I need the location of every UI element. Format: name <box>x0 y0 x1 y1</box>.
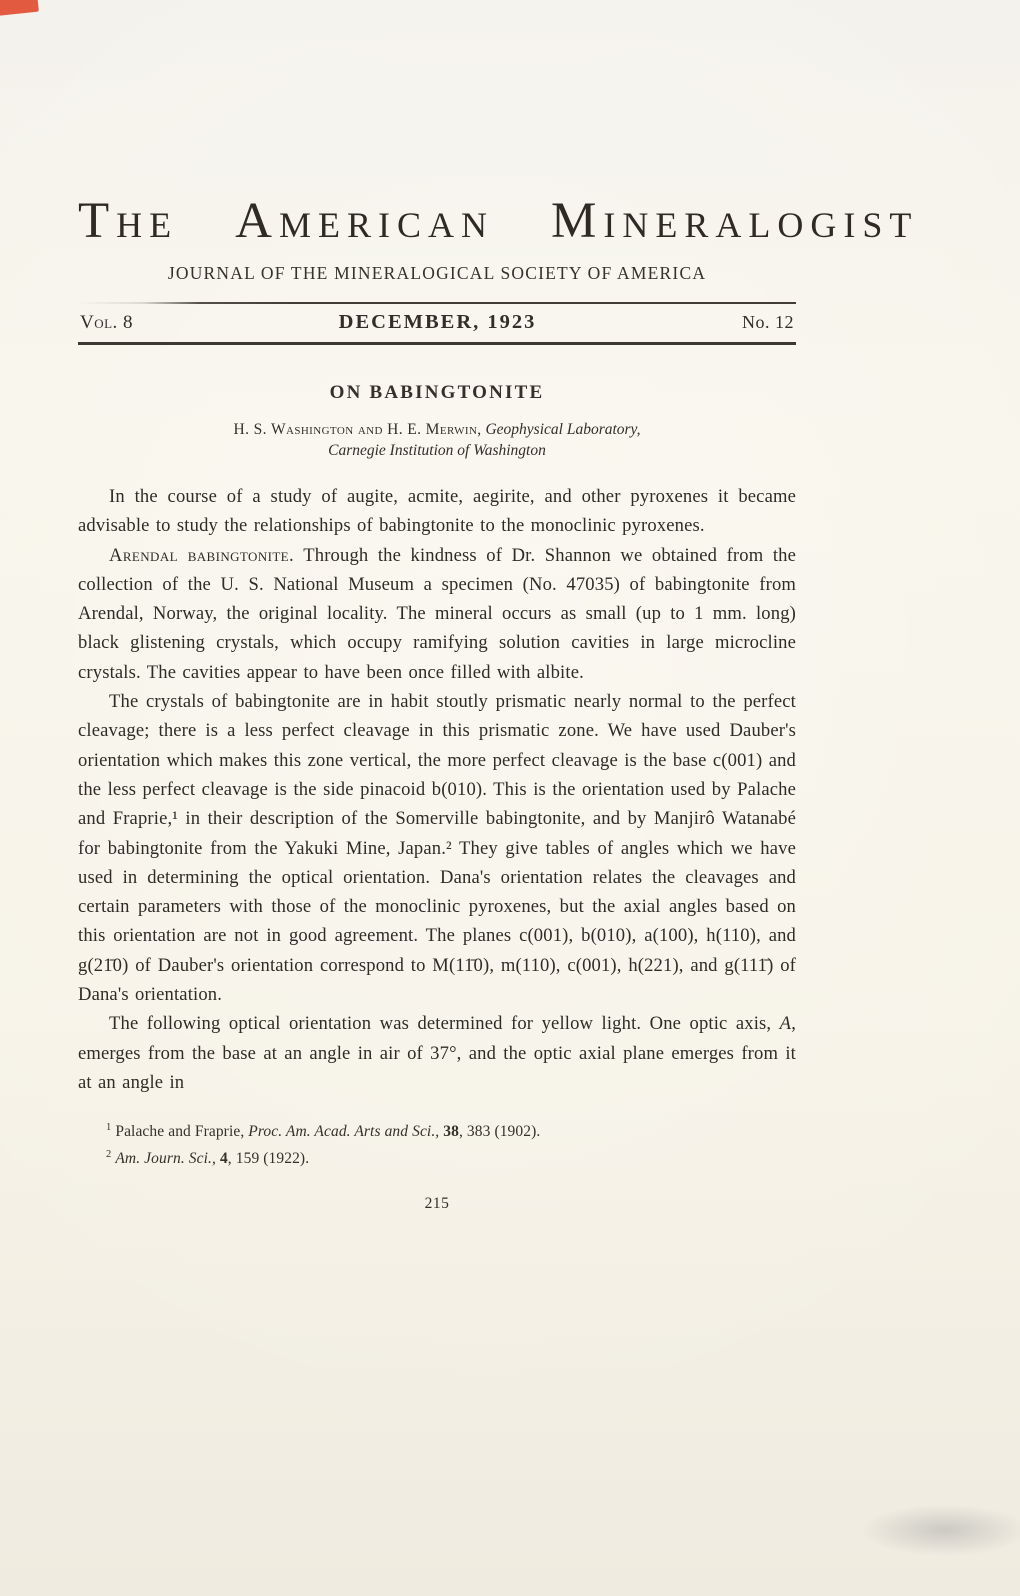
title-initial: T <box>78 193 117 249</box>
title-initial: M <box>551 193 604 249</box>
paragraph-2-lead: Arendal babingtonite. <box>109 544 295 566</box>
journal-subtitle: JOURNAL OF THE MINERALOGICAL SOCIETY OF AMERICA <box>167 263 707 283</box>
title-rest: INERALOGIST <box>603 205 919 245</box>
journal-title-word-american <box>235 193 495 249</box>
title-initial: A <box>235 193 279 249</box>
footnote-1-pre: Palache and Fraprie, <box>115 1123 249 1141</box>
paragraph-2 <box>78 541 796 687</box>
paragraph-4-text-c: , emerges from the base at an angle in air of 37°, and the optic axial plane emerges from it at an angle in <box>78 1013 796 1093</box>
paragraph-4 <box>78 1009 796 1097</box>
footnote-1-post: , 383 (1902). <box>458 1123 541 1141</box>
optic-axis-symbol: A <box>779 1013 792 1035</box>
footnote-2-volume: 4 <box>219 1150 228 1168</box>
footnote-1-volume: 38 <box>443 1123 459 1141</box>
paragraph-4-text-a: The following optical orientation was determined for yellow light. One optic axis, <box>109 1013 780 1035</box>
byline-line2: Carnegie Institution of Washington <box>328 442 546 459</box>
issue-number: No. 12 <box>742 312 794 332</box>
affiliation: Geophysical Laboratory, <box>485 421 641 438</box>
footnote-2 <box>78 1144 796 1171</box>
author-names: H. S. Washington and H. E. Merwin, <box>233 421 482 438</box>
journal-title-word-the <box>78 193 179 249</box>
footnote-2-marker: 2 <box>106 1148 112 1160</box>
byline-line1 <box>78 419 796 440</box>
scan-red-corner-mark <box>0 0 39 16</box>
title-rest: HE <box>116 205 179 245</box>
journal-title <box>78 193 919 249</box>
footnote-1-source: Proc. Am. Acad. Arts and Sci., <box>248 1123 444 1141</box>
paragraph-1: In the course of a study of augite, acmite, aegirite, and other pyroxenes it became advisable to study the relationships of babingtonite to the monoclinic pyroxenes. <box>78 486 796 537</box>
footnote-2-source: Am. Journ. Sci., <box>115 1150 220 1168</box>
footnote-1 <box>78 1117 796 1144</box>
masthead <box>78 193 919 345</box>
scan-smudge <box>860 1504 1020 1556</box>
article-title: ON BABINGTONITE <box>329 382 545 403</box>
article-body <box>78 482 796 1097</box>
page-number: 215 <box>424 1194 450 1212</box>
volume-label: Vol. 8 <box>80 312 134 333</box>
issue-date: DECEMBER, 1923 <box>338 311 537 333</box>
paragraph-2-text: Through the kindness of Dr. Shannon we obtained from the collection of the U. S. National Museum a specimen (No. 47035) of babingtonite from Arendal, Norway, the original locality. The mineral occurs as small (up to 1 mm. long) black glistening crystals, which occupy ramifying solution cavities in large microcline crystals. The cavities appear to have been once filled with albite. <box>78 544 797 683</box>
journal-title-word-mineralogist <box>551 193 919 249</box>
page-content <box>78 0 919 1213</box>
footnote-2-post: , 159 (1922). <box>227 1150 310 1168</box>
paragraph-3: The crystals of babingtonite are in habit stoutly prismatic nearly normal to the perfect cleavage; there is a less perfect cleavage in this prismatic zone. We have used Dauber's orientation which makes this zone vertical, the more perfect cleavage is the base c(001) and the less perfect cleavage is the side pinacoid b(010). This is the orientation used by Palache and Fraprie,¹ in their description of the Somerville babingtonite, and by Manjirô Watanabé for babingtonite from the Yakuki Mine, Japan.² They give tables of angles which we have used in determining the optical orientation. Dana's orientation relates the cleavages and certain parameters with those of the monoclinic pyroxenes, but the axial angles based on this orientation are not in good agreement. The planes c(001), b(010), a(100), h(110), and g(21̄0) of Dauber's orientation correspond to M(11̄0), m(110), c(001), h(221), and g(111̄) of Dana's orientation. <box>78 691 796 1006</box>
footnotes <box>78 1117 796 1170</box>
issue-info-row <box>78 304 796 345</box>
footnote-1-marker: 1 <box>106 1122 112 1134</box>
title-rest: MERICAN <box>279 205 495 245</box>
